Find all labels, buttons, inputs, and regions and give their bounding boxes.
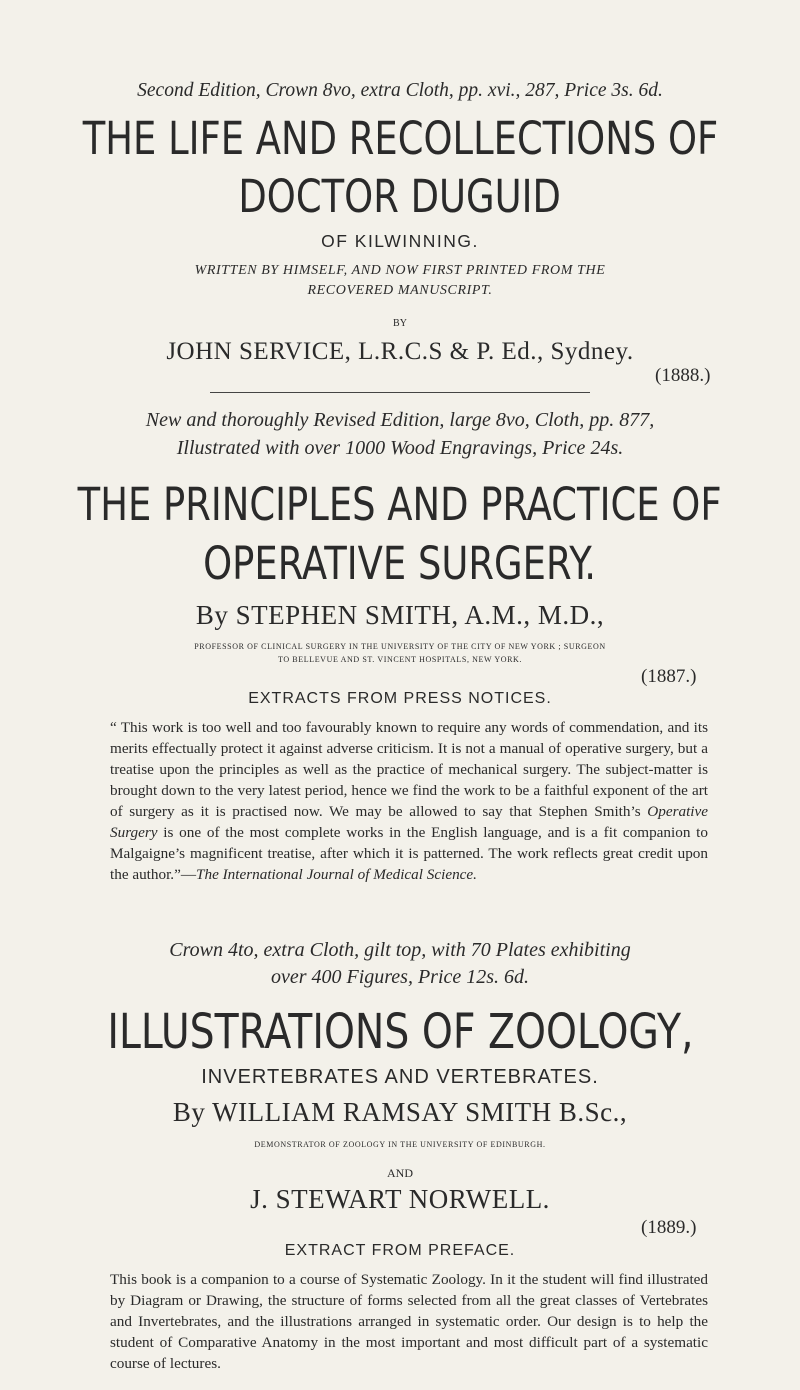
- duguid-year: (1888.): [655, 365, 711, 386]
- preface-heading: EXTRACT FROM PREFACE.: [284, 1242, 516, 1259]
- duguid-edition-line: Second Edition, Crown 8vo, extra Cloth, pp. xvi., 287, Price 3s. 6d.: [137, 80, 663, 101]
- surgery-year: (1887.): [641, 666, 697, 687]
- surgery-author: By STEPHEN SMITH, A.M., M.D.,: [195, 600, 605, 630]
- duguid-subtitle: OF KILWINNING.: [321, 231, 479, 251]
- surgery-edition-line-2: Illustrated with over 1000 Wood Engravings, Price 24s.: [176, 437, 624, 459]
- press-notices-heading: EXTRACTS FROM PRESS NOTICES.: [248, 690, 552, 707]
- zoology-edition-line-2: over 400 Figures, Price 12s. 6d.: [270, 966, 530, 988]
- quote-text: “ This work is too well and too favourably known to require any words of commendation, and its merits effectually protect it against adverse criticism. It is not a manual of operative surgery, but a treatise upon the principles as well as the practice of mechanical surgery. The subject-matter is brought down to the very latest period, hence we find the work to be a faithful exponent of the art of surgery as it is practised now. We may be allowed to say that Stephen Smith’s: [110, 719, 708, 821]
- preface-extract: This book is a companion to a course of Systematic Zoology. In it the student will find illustrated by Diagram or Drawing, the structure of forms selected from all the great classes of Vertebrates and Invertebrates, and the illustrations arranged in systematic order. Our design is to help the student of Comparative Anatomy in the most important and most difficult part of a systematic course of lectures.: [110, 1271, 708, 1373]
- zoology-and: AND: [387, 1166, 413, 1180]
- surgery-edition-line-1: New and thoroughly Revised Edition, large 8vo, Cloth, pp. 877,: [145, 409, 655, 431]
- surgery-title-line-2: OPERATIVE SURGERY.: [203, 537, 597, 590]
- duguid-title-line-2: DOCTOR DUGUID: [238, 170, 562, 223]
- duguid-title-row-2: [0, 170, 800, 223]
- zoology-author-2: J. STEWART NORWELL.: [250, 1184, 550, 1214]
- zoology-author-1: By WILLIAM RAMSAY SMITH B.Sc.,: [172, 1097, 628, 1127]
- duguid-author: JOHN SERVICE, L.R.C.S & P. Ed., Sydney.: [166, 338, 634, 365]
- zoology-affiliation: DEMONSTRATOR OF ZOOLOGY IN THE UNIVERSITY OF EDINBURGH.: [254, 1140, 546, 1149]
- duguid-written-line-1: WRITTEN BY HIMSELF, AND NOW FIRST PRINTED FROM THE: [194, 263, 606, 278]
- separator-rule-1: [210, 392, 590, 393]
- quote-text-tail: is one of the most complete works in the English language, and is a fit companion to Malgaigne’s magnificent treatise, after which it is patterned. The work reflects great credit upon the author.”—: [110, 824, 708, 884]
- surgery-title-line-1: THE PRINCIPLES AND PRACTICE OF: [78, 478, 722, 531]
- duguid-by: BY: [393, 318, 407, 329]
- duguid-title-row-1: [0, 112, 800, 165]
- surgery-title-row-1: [0, 478, 800, 531]
- zoology-year: (1889.): [641, 1217, 697, 1238]
- duguid-written-line-2: RECOVERED MANUSCRIPT.: [307, 283, 493, 298]
- surgery-title-row-2: [0, 537, 800, 590]
- surgery-affiliation-line-2: TO BELLEVUE AND ST. VINCENT HOSPITALS, NEW YORK.: [277, 655, 522, 664]
- quote-source: The International Journal of Medical Science.: [196, 866, 477, 884]
- surgery-affiliation-line-1: PROFESSOR OF CLINICAL SURGERY IN THE UNIVERSITY OF THE CITY OF NEW YORK ; SURGEON: [194, 642, 606, 651]
- quote-book-title: Operative Surgery: [110, 803, 708, 842]
- duguid-title-line-1: THE LIFE AND RECOLLECTIONS OF: [82, 112, 718, 165]
- zoology-edition-line-1: Crown 4to, extra Cloth, gilt top, with 70 Plates exhibiting: [169, 939, 631, 961]
- press-notice-quote: [110, 717, 708, 885]
- zoology-title-row: [0, 1004, 800, 1058]
- zoology-title-line-1: ILLUSTRATIONS OF ZOOLOGY,: [106, 1004, 694, 1060]
- zoology-title-line-2: INVERTEBRATES AND VERTEBRATES.: [201, 1066, 599, 1088]
